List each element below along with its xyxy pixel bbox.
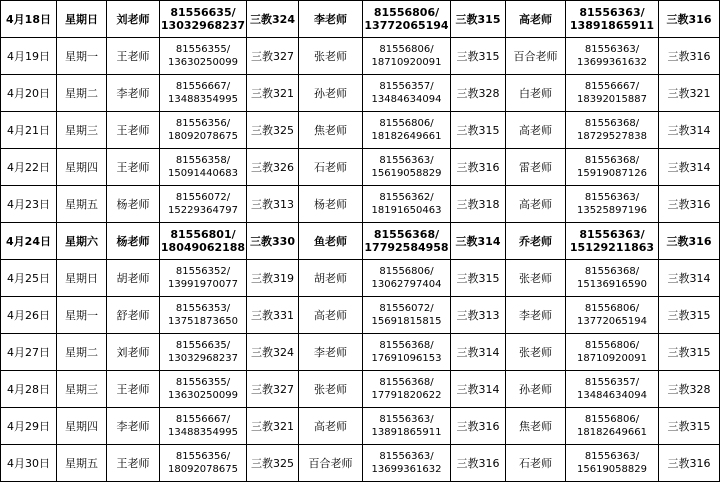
schedule-body [1,1,720,482]
teacher-2-cell: 石老师 [299,149,363,186]
room-3-cell: 三教315 [659,297,720,334]
phone-mobile: 13525897196 [577,205,647,216]
phone-3-cell [566,371,659,408]
teacher-3-cell: 张老师 [506,260,566,297]
weekday-cell: 星期日 [57,260,107,297]
teacher-1-cell: 李老师 [107,408,160,445]
phone-2-cell [363,297,451,334]
phone-3-cell [566,1,659,38]
room-1-cell: 三教325 [247,445,299,482]
room-1-cell: 三教324 [247,334,299,371]
weekday-cell: 星期一 [57,297,107,334]
room-2-cell: 三教318 [451,186,506,223]
phone-3-cell [566,38,659,75]
room-2-cell: 三教314 [451,223,506,260]
room-1-cell: 三教327 [247,371,299,408]
room-2-cell: 三教315 [451,38,506,75]
phone-mobile: 18182649661 [371,131,442,142]
phone-mobile: 15129211863 [569,241,655,254]
phone-office: 81556362/ [379,192,434,203]
table-row [1,75,720,112]
phone-mobile: 15619058829 [371,168,442,179]
phone-office: 81556806/ [379,266,434,277]
phone-office: 81556368/ [379,340,434,351]
table-row [1,408,720,445]
date-cell: 4月26日 [1,297,57,334]
phone-1-cell [160,334,247,371]
phone-1-cell [160,408,247,445]
phone-office: 81556667/ [175,81,231,92]
phone-mobile: 17792584958 [364,241,449,254]
phone-mobile: 13891865911 [371,427,442,438]
phone-office: 81556368/ [584,266,640,277]
phone-office: 81556363/ [584,192,640,203]
teacher-3-cell: 李老师 [506,297,566,334]
weekday-cell: 星期三 [57,371,107,408]
phone-3-cell [566,334,659,371]
phone-mobile: 13062797404 [371,279,442,290]
weekday-cell: 星期六 [57,223,107,260]
room-1-cell: 三教319 [247,260,299,297]
phone-mobile: 15691815815 [371,316,442,327]
room-3-cell: 三教315 [659,408,720,445]
weekday-cell: 星期五 [57,445,107,482]
table-row [1,1,720,38]
room-3-cell: 三教315 [659,334,720,371]
phone-mobile: 13488354995 [168,427,238,438]
phone-1-cell [160,297,247,334]
weekday-cell: 星期四 [57,149,107,186]
room-3-cell: 三教316 [659,1,720,38]
phone-mobile: 13891865911 [569,19,655,32]
phone-2-cell [363,445,451,482]
teacher-1-cell: 王老师 [107,112,160,149]
room-2-cell: 三教316 [451,149,506,186]
phone-3-cell [566,186,659,223]
phone-1-cell [160,38,247,75]
room-2-cell: 三教314 [451,371,506,408]
phone-office: 81556806/ [379,44,434,55]
teacher-2-cell: 百合老师 [299,445,363,482]
phone-office: 81556806/ [379,118,434,129]
phone-mobile: 15919087126 [577,168,647,179]
room-3-cell: 三教316 [659,445,720,482]
phone-2-cell [363,408,451,445]
teacher-3-cell: 焦老师 [506,408,566,445]
teacher-3-cell: 张老师 [506,334,566,371]
teacher-3-cell: 高老师 [506,186,566,223]
room-1-cell: 三教321 [247,408,299,445]
phone-mobile: 18092078675 [168,131,238,142]
phone-mobile: 18191650463 [371,205,442,216]
phone-1-cell [160,260,247,297]
phone-office: 81556635/ [170,6,236,19]
phone-office: 81556356/ [175,118,231,129]
teacher-1-cell: 杨老师 [107,223,160,260]
phone-mobile: 13772065194 [577,316,647,327]
phone-3-cell [566,223,659,260]
table-row [1,112,720,149]
room-3-cell: 三教314 [659,112,720,149]
phone-mobile: 18710920091 [371,57,442,68]
room-3-cell: 三教314 [659,260,720,297]
teacher-2-cell: 高老师 [299,297,363,334]
teacher-1-cell: 杨老师 [107,186,160,223]
room-1-cell: 三教325 [247,112,299,149]
phone-mobile: 17691096153 [371,353,442,364]
phone-mobile: 13630250099 [168,390,238,401]
teacher-1-cell: 胡老师 [107,260,160,297]
weekday-cell: 星期四 [57,408,107,445]
phone-office: 81556363/ [579,228,645,241]
date-cell: 4月22日 [1,149,57,186]
phone-mobile: 13772065194 [364,19,449,32]
table-row [1,445,720,482]
date-cell: 4月28日 [1,371,57,408]
teacher-2-cell: 胡老师 [299,260,363,297]
teacher-2-cell: 李老师 [299,1,363,38]
phone-mobile: 15091440683 [168,168,238,179]
phone-mobile: 18049062188 [160,241,246,254]
phone-mobile: 13699361632 [371,464,442,475]
phone-1-cell [160,149,247,186]
date-cell: 4月24日 [1,223,57,260]
phone-1-cell [160,445,247,482]
phone-mobile: 18392015887 [577,94,647,105]
phone-2-cell [363,75,451,112]
phone-2-cell [363,38,451,75]
phone-office: 81556368/ [373,228,440,241]
phone-office: 81556806/ [584,303,640,314]
teacher-2-cell: 李老师 [299,334,363,371]
phone-office: 81556368/ [584,118,640,129]
room-1-cell: 三教321 [247,75,299,112]
phone-office: 81556363/ [579,6,645,19]
phone-3-cell [566,112,659,149]
teacher-3-cell: 百合老师 [506,38,566,75]
room-1-cell: 三教327 [247,38,299,75]
date-cell: 4月18日 [1,1,57,38]
table-row [1,186,720,223]
phone-mobile: 13484634094 [577,390,647,401]
phone-2-cell [363,260,451,297]
phone-office: 81556363/ [379,155,434,166]
phone-mobile: 17791820622 [371,390,442,401]
date-cell: 4月23日 [1,186,57,223]
phone-mobile: 18182649661 [577,427,647,438]
date-cell: 4月29日 [1,408,57,445]
phone-2-cell [363,112,451,149]
phone-office: 81556363/ [584,451,640,462]
teacher-3-cell: 白老师 [506,75,566,112]
phone-3-cell [566,297,659,334]
table-row [1,223,720,260]
teacher-2-cell: 孙老师 [299,75,363,112]
teacher-3-cell: 孙老师 [506,371,566,408]
teacher-1-cell: 李老师 [107,75,160,112]
phone-mobile: 13991970077 [168,279,238,290]
teacher-2-cell: 焦老师 [299,112,363,149]
phone-1-cell [160,75,247,112]
phone-2-cell [363,371,451,408]
table-row [1,260,720,297]
weekday-cell: 星期二 [57,75,107,112]
room-3-cell: 三教316 [659,223,720,260]
teacher-3-cell: 雷老师 [506,149,566,186]
phone-2-cell [363,1,451,38]
phone-mobile: 15229364797 [168,205,238,216]
room-2-cell: 三教315 [451,1,506,38]
room-3-cell: 三教316 [659,38,720,75]
phone-office: 81556363/ [379,451,434,462]
teacher-3-cell: 高老师 [506,112,566,149]
phone-mobile: 13699361632 [577,57,647,68]
teacher-2-cell: 张老师 [299,371,363,408]
phone-mobile: 18729527838 [577,131,647,142]
phone-office: 81556368/ [584,155,640,166]
phone-2-cell [363,334,451,371]
teacher-1-cell: 王老师 [107,149,160,186]
phone-office: 81556355/ [175,377,231,388]
phone-office: 81556801/ [170,228,236,241]
phone-office: 81556357/ [379,81,434,92]
phone-mobile: 13488354995 [168,94,238,105]
room-3-cell: 三教316 [659,186,720,223]
weekday-cell: 星期三 [57,112,107,149]
phone-office: 81556635/ [175,340,231,351]
phone-mobile: 13484634094 [371,94,442,105]
table-row [1,149,720,186]
room-2-cell: 三教314 [451,334,506,371]
phone-office: 81556667/ [584,81,640,92]
room-2-cell: 三教313 [451,297,506,334]
date-cell: 4月19日 [1,38,57,75]
phone-3-cell [566,445,659,482]
phone-office: 81556353/ [175,303,231,314]
table-row [1,334,720,371]
phone-3-cell [566,149,659,186]
room-2-cell: 三教315 [451,112,506,149]
room-2-cell: 三教328 [451,75,506,112]
teacher-2-cell: 张老师 [299,38,363,75]
phone-1-cell [160,1,247,38]
teacher-1-cell: 刘老师 [107,1,160,38]
table-row [1,38,720,75]
room-1-cell: 三教313 [247,186,299,223]
room-3-cell: 三教328 [659,371,720,408]
date-cell: 4月30日 [1,445,57,482]
room-1-cell: 三教330 [247,223,299,260]
phone-mobile: 15136916590 [577,279,647,290]
phone-office: 81556356/ [175,451,231,462]
phone-office: 81556355/ [175,44,231,55]
phone-office: 81556072/ [175,192,231,203]
phone-3-cell [566,260,659,297]
room-1-cell: 三教324 [247,1,299,38]
phone-office: 81556667/ [175,414,231,425]
phone-mobile: 15619058829 [577,464,647,475]
teacher-1-cell: 王老师 [107,371,160,408]
phone-office: 81556363/ [379,414,434,425]
phone-1-cell [160,371,247,408]
weekday-cell: 星期五 [57,186,107,223]
phone-office: 81556806/ [584,340,640,351]
room-2-cell: 三教316 [451,408,506,445]
teacher-2-cell: 高老师 [299,408,363,445]
table-row [1,371,720,408]
teacher-3-cell: 石老师 [506,445,566,482]
phone-mobile: 13032968237 [160,19,246,32]
teacher-1-cell: 王老师 [107,38,160,75]
phone-1-cell [160,223,247,260]
phone-office: 81556363/ [584,44,640,55]
room-3-cell: 三教321 [659,75,720,112]
phone-office: 81556352/ [175,266,231,277]
date-cell: 4月21日 [1,112,57,149]
teacher-1-cell: 舒老师 [107,297,160,334]
date-cell: 4月25日 [1,260,57,297]
phone-office: 81556368/ [379,377,434,388]
table-row [1,297,720,334]
room-2-cell: 三教316 [451,445,506,482]
phone-office: 81556357/ [584,377,640,388]
phone-1-cell [160,112,247,149]
phone-office: 81556358/ [175,155,231,166]
room-1-cell: 三教326 [247,149,299,186]
teacher-1-cell: 王老师 [107,445,160,482]
teacher-2-cell: 杨老师 [299,186,363,223]
phone-2-cell [363,223,451,260]
phone-mobile: 13630250099 [168,57,238,68]
room-3-cell: 三教314 [659,149,720,186]
teacher-2-cell: 鱼老师 [299,223,363,260]
teacher-3-cell: 高老师 [506,1,566,38]
phone-office: 81556806/ [373,6,440,19]
phone-3-cell [566,408,659,445]
teacher-1-cell: 刘老师 [107,334,160,371]
phone-office: 81556806/ [584,414,640,425]
phone-2-cell [363,149,451,186]
room-1-cell: 三教331 [247,297,299,334]
weekday-cell: 星期二 [57,334,107,371]
teacher-3-cell: 乔老师 [506,223,566,260]
phone-mobile: 13032968237 [168,353,238,364]
phone-3-cell [566,75,659,112]
weekday-cell: 星期日 [57,1,107,38]
phone-office: 81556072/ [379,303,434,314]
phone-1-cell [160,186,247,223]
room-2-cell: 三教315 [451,260,506,297]
phone-mobile: 13751873650 [168,316,238,327]
phone-mobile: 18710920091 [577,353,647,364]
phone-2-cell [363,186,451,223]
date-cell: 4月27日 [1,334,57,371]
phone-mobile: 18092078675 [168,464,238,475]
date-cell: 4月20日 [1,75,57,112]
weekday-cell: 星期一 [57,38,107,75]
